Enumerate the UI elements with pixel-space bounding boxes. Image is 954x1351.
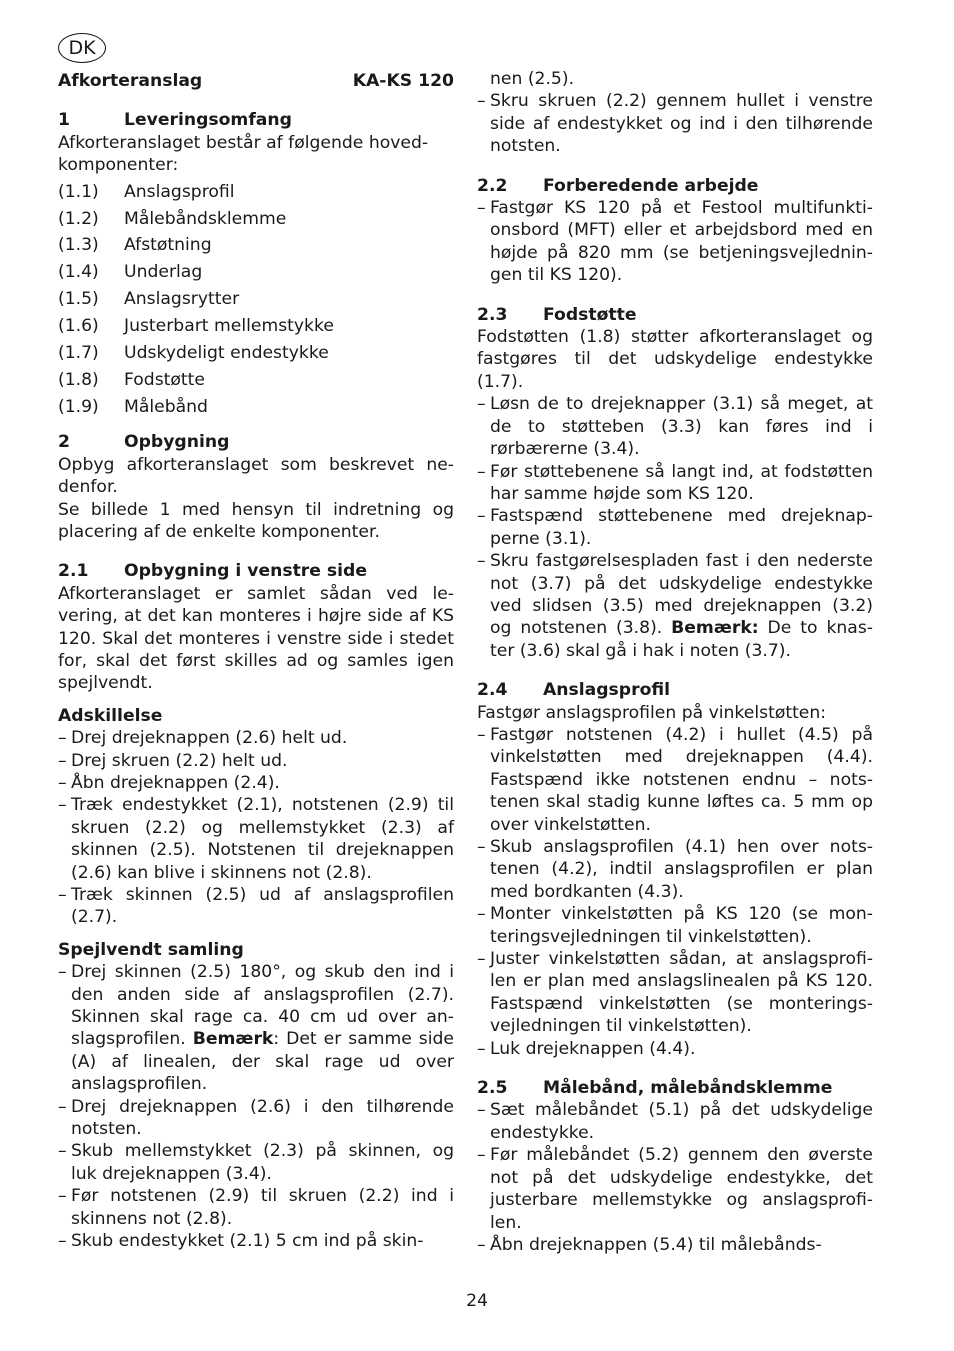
list-item: (1.6) Justerbart mellemstykke — [58, 316, 334, 337]
section-2-3-heading: 2.3 Fodstøtte — [477, 304, 637, 325]
list-item: – Drej skruen (2.2) helt ud. — [58, 750, 454, 772]
dash-list — [477, 90, 873, 157]
list-item: – Drej drejeknappen (2.6) helt ud. — [58, 727, 454, 749]
section-2-4-heading: 2.4 Anslagsprofil — [477, 680, 671, 701]
list-item: – Træk endestykket (2.1), notstenen (2.9) til skruen (2.2) og mellemstykket (2.3) af skinnen (2.5). Notstenen til drejeknappen (2.6) kan blive i skinnens not (2.8). — [58, 794, 454, 884]
dash-list — [477, 1099, 873, 1256]
list-item: – Drej drejeknappen (2.6) i den tilhørende notsten. — [58, 1096, 454, 1141]
list-item: – Juster vinkelstøtten sådan, at anslagsprofi-len er plan med anslagslinealen på KS 120. Fastspænd vinkelstøtten (se monterings-vejledningen til vinkelstøtten). — [477, 948, 873, 1038]
subheading-adskillelse: Adskillelse — [58, 705, 163, 726]
list-item: – Skub endestykket (2.1) 5 cm ind på skin- — [58, 1230, 454, 1252]
left-column — [58, 69, 454, 1253]
list-item: – Før målebåndet (5.2) gennem den øverste not på det udskydelige endestykke, det justerbare mellemstykke og anslagsprofi-len. — [477, 1144, 873, 1234]
list-item: – Før støttebenene så langt ind, at fodstøtten har samme højde som KS 120. — [477, 461, 873, 506]
section-1-intro: Afkorteranslaget består af følgende hoved-komponenter: — [58, 132, 429, 176]
list-item: (1.9) Målebånd — [58, 396, 208, 417]
section-2-2-heading: 2.2 Forberedende arbejde — [477, 175, 759, 196]
list-item: – Drej skinnen (2.5) 180°, og skub den ind i den anden side af anslagsprofilen (2.7). Skinnen skal rage ca. 40 cm ud over an-slagsprofilen. Bemærk: Det er samme side (A) af linealen, der skal rage ud over anslagsprofilen. — [58, 961, 454, 1095]
paragraph: Afkorteranslaget er samlet sådan ved le-vering, at det kan monteres i højre side af KS 120. Skal det monteres i venstre side i stedet for, skal det først skilles ad og samles igen spejlvendt. — [58, 583, 454, 694]
list-item: – Skru fastgørelsespladen fast i den nederste not (3.7) på det udskydelige endestykke ved slidsen (3.5) med drejeknappen (3.2) og notstenen (3.8). Bemærk: De to knas-ter (3.6) skal gå i hak i noten (3.7). — [477, 550, 873, 662]
list-item: (1.3) Afstøtning — [58, 235, 212, 256]
section-number: 1 — [58, 110, 70, 131]
list-item: – Før notstenen (2.9) til skruen (2.2) ind i skinnens not (2.8). — [58, 1185, 454, 1230]
paragraph: Fodstøtten (1.8) støtter afkorteranslaget og fastgøres til det udskydelige endestykke (1.7). — [477, 327, 873, 392]
list-item: – Fastspænd støttebenene med drejeknap-perne (3.1). — [477, 505, 873, 550]
language-badge: DK — [58, 33, 106, 63]
list-item: – Fastgør KS 120 på et Festool multifunkti-onsbord (MFT) eller et arbejdsbord med en højde på 820 mm (se betjeningsvejlednin-gen til KS 120). — [477, 197, 873, 287]
list-item: – Træk skinnen (2.5) ud af anslagsprofilen (2.7). — [58, 884, 454, 929]
list-item: – Åbn drejeknappen (2.4). — [58, 772, 454, 794]
model-number: KA-KS 120 — [352, 71, 454, 91]
dash-list — [477, 393, 873, 662]
component-list — [58, 181, 454, 419]
list-item: – Skub mellemstykket (2.3) på skinnen, og luk drejeknappen (3.4). — [58, 1140, 454, 1185]
list-item: (1.5) Anslagsrytter — [58, 289, 240, 310]
section-2-1-heading: 2.1 Opbygning i venstre side — [58, 561, 367, 582]
paragraph: Se billede 1 med hensyn til indretning og placering af de enkelte komponenter. — [58, 499, 454, 542]
section-2-heading: 2 Opbygning — [58, 432, 230, 453]
list-item: – Løsn de to drejeknapper (3.1) så meget, at de to støtteben (3.3) kan føres ind i rørbærerne (3.4). — [477, 393, 873, 460]
list-item: – Åbn drejeknappen (5.4) til målebånds- — [477, 1234, 873, 1256]
subheading-spejlvendt: Spejlvendt samling — [58, 939, 244, 960]
right-column — [477, 68, 873, 1256]
section-title: Leveringsomfang — [124, 110, 292, 131]
list-item: (1.1) Anslagsprofil — [58, 181, 235, 202]
list-item: – Fastgør notstenen (4.2) i hullet (4.5) på vinkelstøtten med drejeknappen (4.4). Fastspænd ikke notstenen endnu – nots-tenen skal stadig kunne løftes ca. 5 mm op over vinkelstøtten. — [477, 724, 873, 836]
list-item: – Monter vinkelstøtten på KS 120 (se mon-teringsvejledningen til vinkelstøtten). — [477, 903, 873, 948]
paragraph: Opbyg afkorteranslaget som beskrevet ne-denfor. — [58, 454, 454, 498]
dash-list — [477, 197, 873, 287]
paragraph: Fastgør anslagsprofilen på vinkelstøtten: — [477, 702, 827, 723]
list-item: (1.8) Fodstøtte — [58, 369, 205, 390]
section-2-5-heading: 2.5 Målebånd, målebåndsklemme — [477, 1078, 833, 1099]
list-item: (1.7) Udskydeligt endestykke — [58, 343, 329, 364]
list-item: – Luk drejeknappen (4.4). — [477, 1038, 873, 1060]
section-1-heading — [58, 109, 454, 131]
list-item: – Skub anslagsprofilen (4.1) hen over nots-tenen (4.2), indtil anslagsprofilen er plan med bordkanten (4.3). — [477, 836, 873, 903]
page-number: 24 — [466, 1291, 488, 1311]
document-header — [58, 70, 454, 92]
continued-text: nen (2.5). — [490, 69, 575, 89]
list-item: – Sæt målebåndet (5.1) på det udskydelige endestykke. — [477, 1099, 873, 1144]
list-item: – Skru skruen (2.2) gennem hullet i venstre side af endestykket og ind i den tilhørende notsten. — [477, 90, 873, 157]
dash-list — [58, 961, 454, 1252]
list-item: (1.2) Målebåndsklemme — [58, 208, 287, 229]
dash-list — [58, 727, 454, 929]
dash-list — [477, 724, 873, 1060]
document-title: Afkorteranslag — [58, 71, 203, 91]
list-item: (1.4) Underlag — [58, 262, 203, 283]
